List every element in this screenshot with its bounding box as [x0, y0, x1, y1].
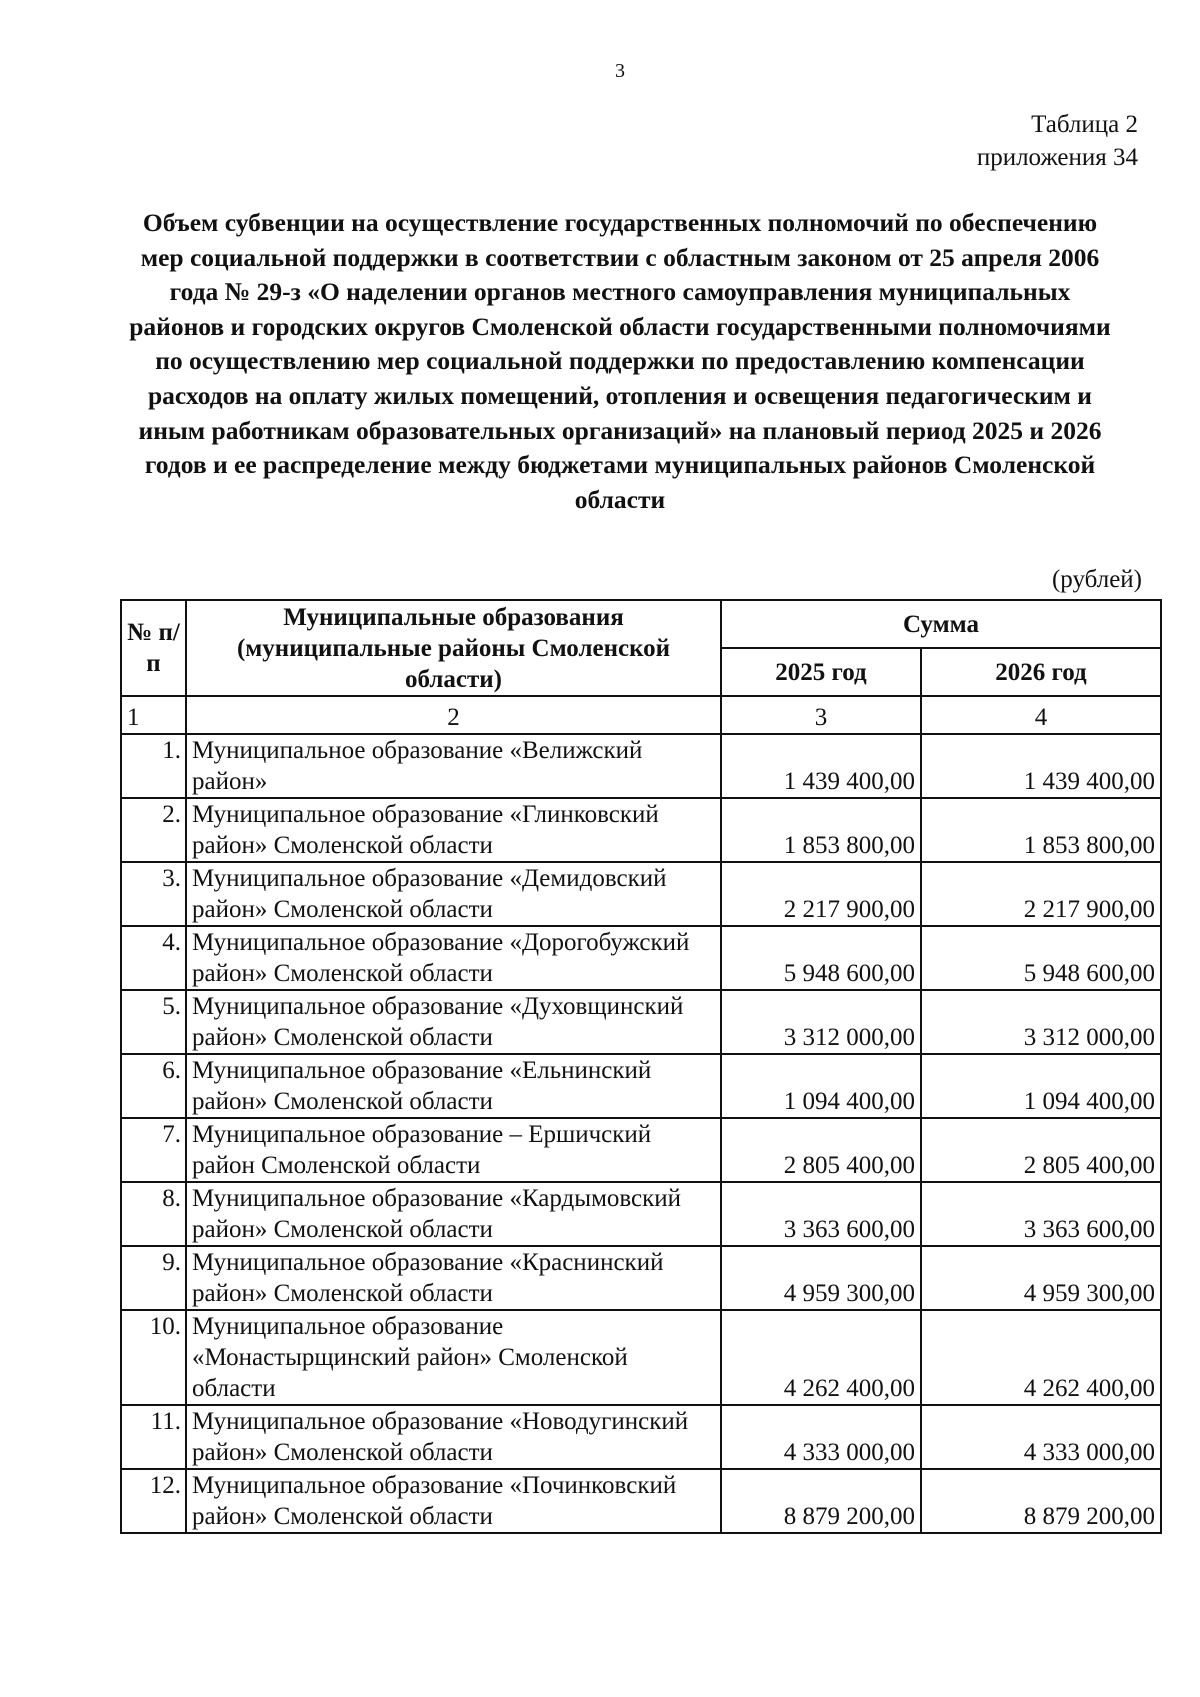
amount-2025: 3 363 600,00: [721, 1182, 921, 1246]
row-number: 12.: [121, 1469, 186, 1533]
column-number: 1: [121, 696, 186, 734]
table-row: [121, 1310, 1161, 1405]
municipality-name: Муниципальное образование «Монастырщинский район» Смоленской области: [186, 1310, 721, 1405]
municipality-name: Муниципальное образование «Демидовский район» Смоленской области: [186, 862, 721, 926]
amount-2025: 1 094 400,00: [721, 1054, 921, 1118]
amount-2026: 4 262 400,00: [921, 1310, 1161, 1405]
amount-2026: 4 333 000,00: [921, 1405, 1161, 1469]
row-number: 4.: [121, 926, 186, 990]
amount-2026: 8 879 200,00: [921, 1469, 1161, 1533]
amount-2025: 8 879 200,00: [721, 1469, 921, 1533]
amount-2025: 5 948 600,00: [721, 926, 921, 990]
table-row: [121, 798, 1161, 862]
amount-2025: 2 217 900,00: [721, 862, 921, 926]
row-number: 1.: [121, 734, 186, 798]
row-number: 5.: [121, 990, 186, 1054]
amount-2026: 2 217 900,00: [921, 862, 1161, 926]
table-row: [121, 862, 1161, 926]
appendix-label: приложения 34: [976, 144, 1138, 171]
amount-2026: 1 439 400,00: [921, 734, 1161, 798]
amount-2026: 3 312 000,00: [921, 990, 1161, 1054]
document-title: Объем субвенции на осуществление государственных полномочий по обеспечению мер социальной поддержки в соответствии с областным законом от 25 апреля 2006 года № 29-з «О наделении органов местного самоуправления муниципальных районов и городских округов Смоленской области государственными полномочиями по осуществлению мер социальной поддержки по предоставлению компенсации расходов на оплату жилых помещений, отопления и освещения педагогическим и иным работникам образовательных организаций» на плановый период 2025 и 2026 годов и ее распределение между бюджетами муниципальных районов Смоленской области: [129, 208, 1111, 514]
amount-2025: 4 262 400,00: [721, 1310, 921, 1405]
header-num: № п/п: [121, 600, 186, 696]
header-row-1: [121, 600, 1161, 648]
table-row: [121, 990, 1161, 1054]
header-sum: Сумма: [721, 600, 1161, 648]
table-row: [121, 1054, 1161, 1118]
column-number: 4: [921, 696, 1161, 734]
table-row: [121, 734, 1161, 798]
amount-2026: 1 094 400,00: [921, 1054, 1161, 1118]
amount-2025: 4 959 300,00: [721, 1246, 921, 1310]
amount-2025: 2 805 400,00: [721, 1118, 921, 1182]
row-number: 3.: [121, 862, 186, 926]
table-row: [121, 1182, 1161, 1246]
header-year-2026: 2026 год: [921, 648, 1161, 696]
municipality-name: Муниципальное образование «Духовщинский район» Смоленской области: [186, 990, 721, 1054]
municipality-name: Муниципальное образование «Краснинский район» Смоленской области: [186, 1246, 721, 1310]
table-row: [121, 1118, 1161, 1182]
amount-2026: 3 363 600,00: [921, 1182, 1161, 1246]
row-number: 11.: [121, 1405, 186, 1469]
appendix-reference: [977, 108, 1138, 174]
amount-2025: 1 439 400,00: [721, 734, 921, 798]
row-number: 9.: [121, 1246, 186, 1310]
table-row: [121, 1246, 1161, 1310]
header-municipality: Муниципальные образования (муниципальные районы Смоленской области): [186, 600, 721, 696]
municipality-name: Муниципальное образование «Починковский район» Смоленской области: [186, 1469, 721, 1533]
amount-2026: 1 853 800,00: [921, 798, 1161, 862]
amount-2026: 2 805 400,00: [921, 1118, 1161, 1182]
row-number: 2.: [121, 798, 186, 862]
table-row: [121, 1469, 1161, 1533]
amount-2025: 1 853 800,00: [721, 798, 921, 862]
municipality-name: Муниципальное образование «Кардымовский район» Смоленской области: [186, 1182, 721, 1246]
header-year-2025: 2025 год: [721, 648, 921, 696]
column-number-row: [121, 696, 1161, 734]
subvention-table: [120, 599, 1162, 1534]
municipality-name: Муниципальное образование «Глинковский район» Смоленской области: [186, 798, 721, 862]
amount-2025: 3 312 000,00: [721, 990, 921, 1054]
table-row: [121, 1405, 1161, 1469]
municipality-name: Муниципальное образование «Ельнинский район» Смоленской области: [186, 1054, 721, 1118]
amount-2025: 4 333 000,00: [721, 1405, 921, 1469]
unit-note: (рублей): [1051, 566, 1142, 593]
amount-2026: 5 948 600,00: [921, 926, 1161, 990]
column-number: 3: [721, 696, 921, 734]
row-number: 10.: [121, 1310, 186, 1405]
page-number: 3: [615, 60, 625, 82]
table-label: Таблица 2: [1031, 111, 1138, 138]
row-number: 6.: [121, 1054, 186, 1118]
amount-2026: 4 959 300,00: [921, 1246, 1161, 1310]
municipality-name: Муниципальное образование «Велижский район»: [186, 734, 721, 798]
row-number: 7.: [121, 1118, 186, 1182]
column-number: 2: [186, 696, 721, 734]
municipality-name: Муниципальное образование «Дорогобужский район» Смоленской области: [186, 926, 721, 990]
table-row: [121, 926, 1161, 990]
municipality-name: Муниципальное образование – Ершичский район Смоленской области: [186, 1118, 721, 1182]
row-number: 8.: [121, 1182, 186, 1246]
municipality-name: Муниципальное образование «Новодугинский район» Смоленской области: [186, 1405, 721, 1469]
